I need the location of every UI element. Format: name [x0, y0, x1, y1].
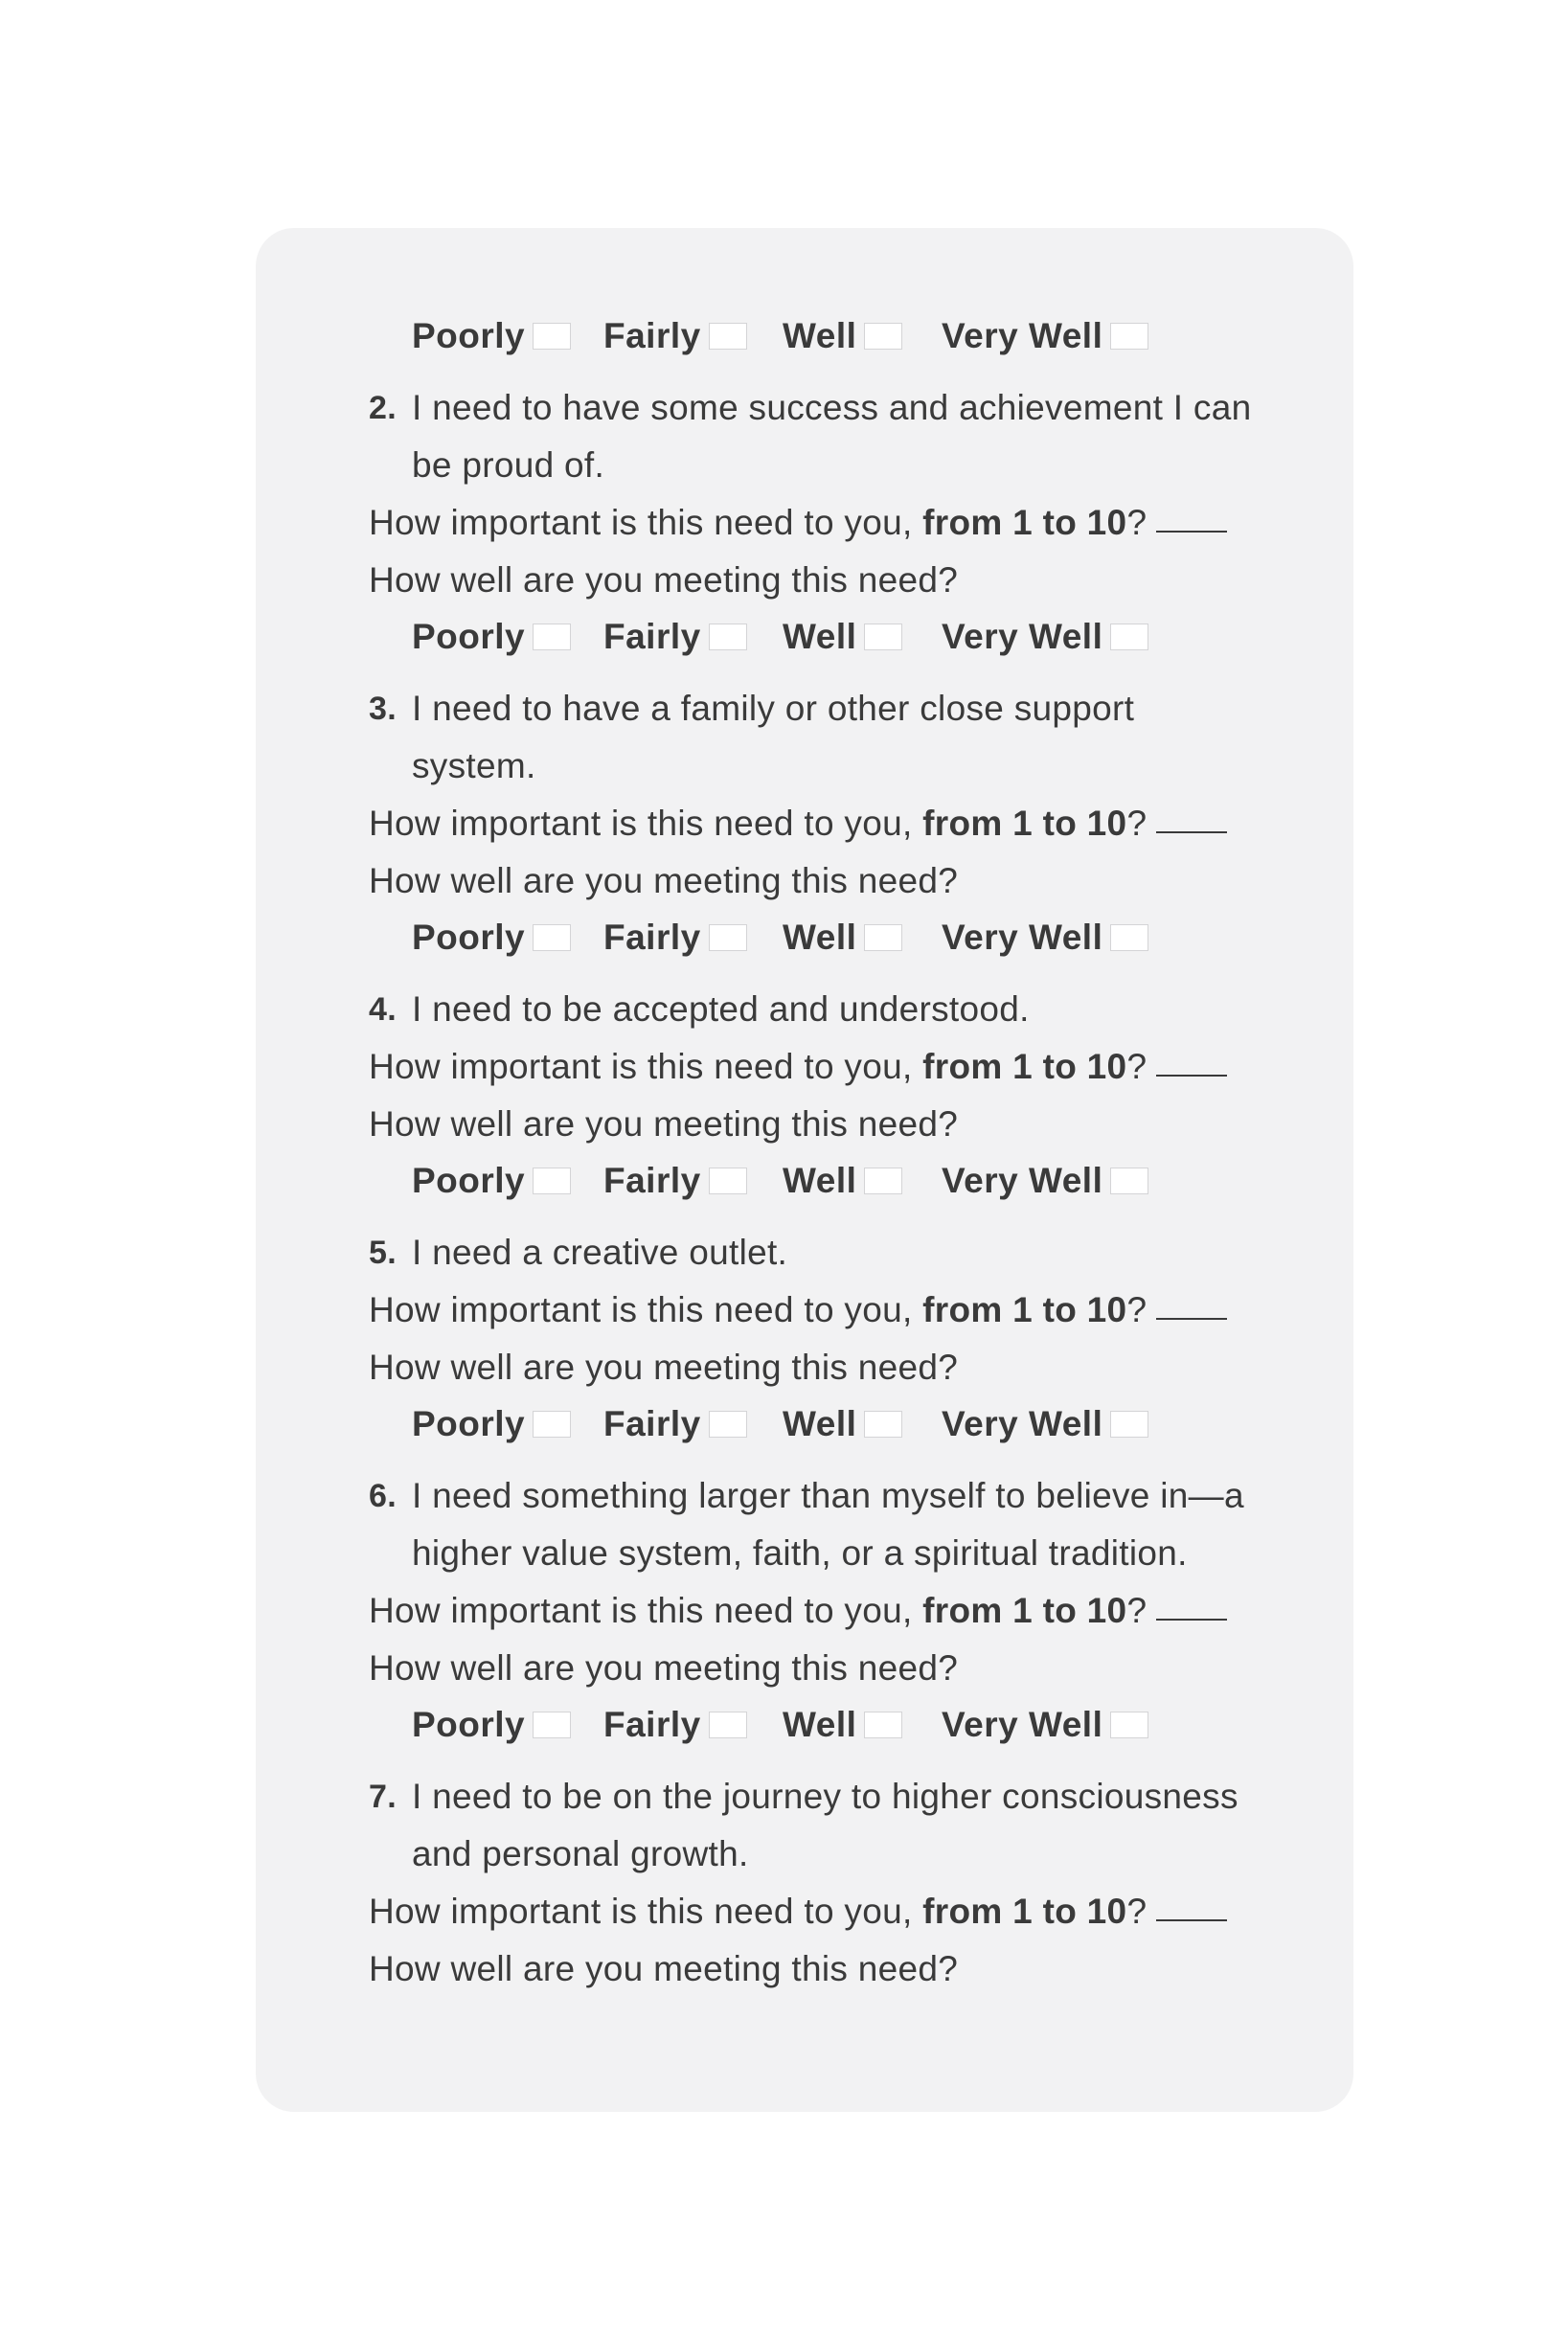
importance-suffix: ?: [1126, 1047, 1148, 1086]
rating-option-well: [783, 1404, 902, 1444]
question-text: I need to have some success and achievement I can: [412, 388, 1252, 427]
question-item: [369, 1467, 1260, 1766]
question-text: I need something larger than myself to believe in—a: [412, 1476, 1244, 1515]
question-text: I need to have a family or other close support: [412, 689, 1135, 728]
importance-range: from 1 to 10: [922, 503, 1127, 542]
fairly-checkbox[interactable]: [709, 323, 747, 350]
question-text-line: [369, 1826, 1260, 1883]
importance-answer-blank[interactable]: [1156, 531, 1227, 533]
importance-question: [369, 1038, 1260, 1096]
importance-answer-blank[interactable]: [1156, 1075, 1227, 1077]
question-item: [369, 1768, 1260, 1998]
rating-label: Well: [783, 1161, 857, 1200]
question-text-line: [369, 379, 1260, 437]
rating-option-poorly: [412, 1161, 571, 1201]
very-well-checkbox[interactable]: [1110, 323, 1148, 350]
importance-range: from 1 to 10: [922, 1047, 1127, 1086]
question-number: 2.: [369, 390, 397, 426]
rating-label: Very Well: [942, 1404, 1103, 1443]
importance-answer-blank[interactable]: [1156, 1919, 1227, 1921]
meeting-question: How well are you meeting this need?: [369, 560, 959, 600]
rating-option-poorly: [412, 918, 571, 958]
question-item: [369, 379, 1260, 678]
rating-option-very-well: [942, 1705, 1148, 1745]
importance-suffix: ?: [1126, 1290, 1148, 1329]
well-checkbox[interactable]: [864, 323, 902, 350]
rating-row: [412, 1396, 1260, 1465]
rating-option-poorly: [412, 1705, 571, 1745]
importance-prefix: How important is this need to you,: [369, 804, 913, 843]
rating-label: Poorly: [412, 1705, 526, 1744]
question-number: 7.: [369, 1779, 397, 1815]
meeting-question: How well are you meeting this need?: [369, 861, 959, 900]
very-well-checkbox[interactable]: [1110, 924, 1148, 951]
fairly-checkbox[interactable]: [709, 924, 747, 951]
question-number: 4.: [369, 991, 397, 1028]
rating-option-very-well: [942, 1404, 1148, 1444]
rating-label: Very Well: [942, 316, 1103, 355]
rating-label: Fairly: [603, 1161, 701, 1200]
question-number: 5.: [369, 1235, 397, 1271]
importance-answer-blank[interactable]: [1156, 1619, 1227, 1621]
rating-label: Very Well: [942, 1705, 1103, 1744]
rating-label: Poorly: [412, 918, 526, 957]
poorly-checkbox[interactable]: [533, 1411, 571, 1438]
well-checkbox[interactable]: [864, 624, 902, 650]
rating-option-fairly: [603, 918, 747, 958]
poorly-checkbox[interactable]: [533, 1712, 571, 1738]
question-number: 6.: [369, 1478, 397, 1514]
importance-answer-blank[interactable]: [1156, 831, 1227, 833]
importance-prefix: How important is this need to you,: [369, 1290, 913, 1329]
meeting-question: How well are you meeting this need?: [369, 1104, 959, 1144]
rating-label: Fairly: [603, 1705, 701, 1744]
meeting-question: How well are you meeting this need?: [369, 1949, 959, 1988]
rating-row: [412, 308, 1260, 377]
rating-option-fairly: [603, 1705, 747, 1745]
question-text-line: [369, 1525, 1260, 1582]
rating-option-fairly: [603, 1404, 747, 1444]
question-text-line: [369, 1768, 1260, 1826]
question-text: higher value system, faith, or a spiritual tradition.: [412, 1533, 1188, 1573]
very-well-checkbox[interactable]: [1110, 1168, 1148, 1194]
importance-range: from 1 to 10: [922, 804, 1127, 843]
question-text-line: [369, 981, 1260, 1038]
rating-label: Well: [783, 316, 857, 355]
rating-option-very-well: [942, 918, 1148, 958]
rating-row: [412, 609, 1260, 678]
rating-option-very-well: [942, 316, 1148, 356]
meeting-question: How well are you meeting this need?: [369, 1348, 959, 1387]
worksheet-content: [369, 308, 1260, 1998]
rating-label: Well: [783, 1404, 857, 1443]
importance-question: [369, 1281, 1260, 1339]
rating-label: Fairly: [603, 918, 701, 957]
rating-option-poorly: [412, 1404, 571, 1444]
rating-option-well: [783, 1705, 902, 1745]
question-text: be proud of.: [412, 445, 605, 485]
rating-label: Poorly: [412, 617, 526, 656]
rating-label: Fairly: [603, 617, 701, 656]
rating-option-well: [783, 617, 902, 657]
poorly-checkbox[interactable]: [533, 924, 571, 951]
importance-suffix: ?: [1126, 503, 1148, 542]
question-item: [369, 1224, 1260, 1465]
importance-question: [369, 1883, 1260, 1940]
rating-label: Well: [783, 1705, 857, 1744]
meeting-question: How well are you meeting this need?: [369, 1648, 959, 1688]
importance-prefix: How important is this need to you,: [369, 1892, 913, 1931]
fairly-checkbox[interactable]: [709, 1712, 747, 1738]
fairly-checkbox[interactable]: [709, 624, 747, 650]
rating-label: Fairly: [603, 316, 701, 355]
rating-option-well: [783, 918, 902, 958]
question-text-line: [369, 680, 1260, 737]
importance-suffix: ?: [1126, 1591, 1148, 1630]
rating-option-very-well: [942, 1161, 1148, 1201]
well-checkbox[interactable]: [864, 1168, 902, 1194]
importance-range: from 1 to 10: [922, 1591, 1127, 1630]
rating-label: Very Well: [942, 918, 1103, 957]
question-number: 3.: [369, 691, 397, 727]
poorly-checkbox[interactable]: [533, 624, 571, 650]
rating-option-fairly: [603, 1161, 747, 1201]
fairly-checkbox[interactable]: [709, 1411, 747, 1438]
question-text-line: [369, 1224, 1260, 1281]
importance-prefix: How important is this need to you,: [369, 503, 913, 542]
question-text: and personal growth.: [412, 1834, 749, 1873]
rating-option-fairly: [603, 316, 747, 356]
question-text: I need to be accepted and understood.: [412, 989, 1030, 1029]
well-checkbox[interactable]: [864, 924, 902, 951]
importance-suffix: ?: [1126, 804, 1148, 843]
poorly-checkbox[interactable]: [533, 1168, 571, 1194]
rating-row: [412, 1697, 1260, 1766]
importance-range: from 1 to 10: [922, 1892, 1127, 1931]
importance-prefix: How important is this need to you,: [369, 1591, 913, 1630]
very-well-checkbox[interactable]: [1110, 624, 1148, 650]
importance-question: [369, 494, 1260, 552]
rating-label: Poorly: [412, 1404, 526, 1443]
very-well-checkbox[interactable]: [1110, 1712, 1148, 1738]
very-well-checkbox[interactable]: [1110, 1411, 1148, 1438]
well-checkbox[interactable]: [864, 1712, 902, 1738]
rating-row: [412, 1153, 1260, 1222]
importance-question: [369, 795, 1260, 852]
question-text: I need a creative outlet.: [412, 1233, 788, 1272]
importance-prefix: How important is this need to you,: [369, 1047, 913, 1086]
question-text-line: [369, 737, 1260, 795]
importance-question: [369, 1582, 1260, 1640]
rating-row: [412, 910, 1260, 979]
rating-label: Fairly: [603, 1404, 701, 1443]
question-list: [369, 379, 1260, 1998]
importance-answer-blank[interactable]: [1156, 1318, 1227, 1320]
rating-option-fairly: [603, 617, 747, 657]
rating-option-very-well: [942, 617, 1148, 657]
rating-option-well: [783, 316, 902, 356]
rating-label: Well: [783, 918, 857, 957]
rating-label: Very Well: [942, 617, 1103, 656]
importance-range: from 1 to 10: [922, 1290, 1127, 1329]
poorly-checkbox[interactable]: [533, 323, 571, 350]
rating-label: Well: [783, 617, 857, 656]
fairly-checkbox[interactable]: [709, 1168, 747, 1194]
question-text: I need to be on the journey to higher consciousness: [412, 1777, 1238, 1816]
question-text: system.: [412, 746, 536, 785]
rating-label: Very Well: [942, 1161, 1103, 1200]
well-checkbox[interactable]: [864, 1411, 902, 1438]
question-text-line: [369, 437, 1260, 494]
importance-suffix: ?: [1126, 1892, 1148, 1931]
rating-option-poorly: [412, 617, 571, 657]
rating-label: Poorly: [412, 1161, 526, 1200]
rating-option-poorly: [412, 316, 571, 356]
question-item: [369, 981, 1260, 1222]
question-item: [369, 680, 1260, 979]
rating-option-well: [783, 1161, 902, 1201]
question-text-line: [369, 1467, 1260, 1525]
rating-label: Poorly: [412, 316, 526, 355]
